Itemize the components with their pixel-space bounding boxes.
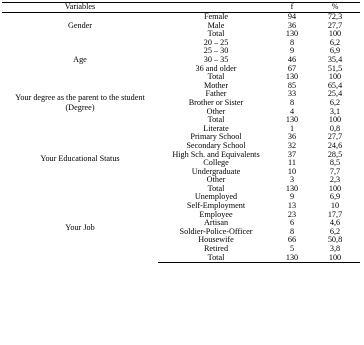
category-cell: 25 – 30: [203, 47, 229, 56]
percent-cell: 27,7: [327, 133, 343, 142]
category-cell: Secondary School: [186, 141, 246, 150]
frequency-cell: 4: [289, 107, 295, 116]
category-cell: Self-Employment: [186, 202, 246, 211]
frequency-cell: 36: [287, 133, 297, 142]
category-cell: Literate: [203, 124, 229, 133]
percent-cell: 100: [328, 30, 342, 39]
frequency-cell: 9: [289, 47, 295, 56]
frequency-cell: 67: [287, 64, 297, 73]
frequency-cell: 33: [287, 90, 297, 99]
category-cell: Female: [203, 12, 229, 21]
percent-cell: 50,8: [327, 236, 343, 245]
category-cell: Primary School: [190, 133, 242, 142]
frequency-cell: 130: [285, 30, 299, 39]
frequency-cell: 94: [287, 12, 297, 21]
table-body: [2, 13, 360, 263]
percent-cell: 100: [328, 116, 342, 125]
frequency-cell: 5: [289, 245, 295, 254]
frequency-cell: 130: [285, 116, 299, 125]
percent-cell: 6,2: [329, 227, 341, 236]
category-cell: Total: [207, 73, 225, 82]
table-row: [2, 125, 360, 134]
percent-cell: 51,5: [327, 64, 343, 73]
header-percent: %: [310, 3, 360, 13]
variable-group-label: Your degree as the parent to the student (Degree): [15, 93, 145, 113]
category-cell: Brother or Sister: [188, 98, 244, 107]
table-row: [2, 82, 360, 91]
frequency-cell: 1: [289, 124, 295, 133]
percent-cell: 100: [328, 184, 342, 193]
frequency-cell: 46: [287, 55, 297, 64]
percent-cell: 35,4: [327, 55, 343, 64]
category-cell: Undergraduate: [191, 167, 241, 176]
category-cell: Unemployed: [194, 193, 238, 202]
percent-cell: 100: [328, 73, 342, 82]
category-cell: Soldier-Police-Officer: [179, 227, 253, 236]
percent-cell: 25,4: [327, 90, 343, 99]
percent-cell: 0,8: [329, 124, 341, 133]
category-cell: Total: [207, 184, 225, 193]
frequency-cell: 8: [289, 38, 295, 47]
percent-cell: 2,3: [329, 176, 341, 185]
frequency-cell: 130: [285, 73, 299, 82]
frequency-cell: 37: [287, 150, 297, 159]
category-cell: Retired: [203, 245, 229, 254]
percent-cell: 6,9: [329, 193, 341, 202]
variable-group-label: Your Educational Status: [40, 154, 120, 164]
frequency-cell: 66: [287, 236, 297, 245]
frequency-cell: 9: [289, 193, 295, 202]
percent-cell: 65,4: [327, 81, 343, 90]
frequency-cell: 130: [274, 254, 310, 263]
frequency-cell: 13: [287, 202, 297, 211]
percent-cell: 17,7: [327, 210, 343, 219]
variable-group-label: Age: [73, 55, 87, 65]
frequency-cell: 8: [289, 98, 295, 107]
percent-cell: 8,5: [329, 159, 341, 168]
frequency-cell: 3: [289, 176, 295, 185]
demographics-table: [2, 2, 360, 263]
frequency-cell: 10: [287, 167, 297, 176]
percent-cell: 6,2: [329, 98, 341, 107]
frequency-cell: 32: [287, 141, 297, 150]
percent-cell: 72,3: [327, 12, 343, 21]
category-cell: Total: [158, 254, 274, 263]
category-cell: College: [203, 159, 229, 168]
percent-cell: 7,7: [329, 167, 341, 176]
category-cell: Male: [207, 21, 225, 30]
category-cell: 36 and older: [195, 64, 237, 73]
frequency-cell: 130: [285, 184, 299, 193]
percent-cell: 6,9: [329, 47, 341, 56]
header-frequency: f: [274, 3, 310, 13]
category-cell: Artisan: [203, 219, 229, 228]
percent-cell: 27,7: [327, 21, 343, 30]
table-row: [2, 13, 360, 22]
table-row: [2, 39, 360, 48]
category-cell: Housewife: [198, 236, 234, 245]
variable-group-label: Gender: [67, 20, 93, 30]
frequency-cell: 85: [287, 81, 297, 90]
percent-cell: 6,2: [329, 38, 341, 47]
frequency-cell: 6: [289, 219, 295, 228]
category-cell: Employee: [199, 210, 233, 219]
percent-cell: 24,6: [327, 141, 343, 150]
frequency-cell: 11: [288, 159, 296, 168]
table-row: [2, 193, 360, 202]
category-cell: Other: [206, 176, 226, 185]
percent-cell: 10: [330, 202, 340, 211]
category-cell: 30 – 35: [203, 55, 229, 64]
percent-cell: 28,5: [327, 150, 343, 159]
category-cell: Other: [206, 107, 226, 116]
header-category: [158, 3, 274, 13]
percent-cell: 4,6: [329, 219, 341, 228]
frequency-cell: 8: [289, 227, 295, 236]
table-header-row: [2, 3, 360, 13]
category-cell: 20 – 25: [203, 38, 229, 47]
category-cell: High Sch. and Equivalents: [172, 150, 260, 159]
percent-cell: 3,1: [329, 107, 341, 116]
frequency-cell: 36: [287, 21, 297, 30]
category-cell: Total: [207, 30, 225, 39]
category-cell: Mother: [203, 81, 229, 90]
percent-cell: 100: [310, 254, 360, 263]
category-cell: Father: [205, 90, 227, 99]
percent-cell: 3,8: [329, 245, 341, 254]
frequency-cell: 23: [287, 210, 297, 219]
header-variables: Variables: [2, 3, 158, 13]
category-cell: Total: [207, 116, 225, 125]
variable-group-label: Your Job: [65, 223, 95, 233]
